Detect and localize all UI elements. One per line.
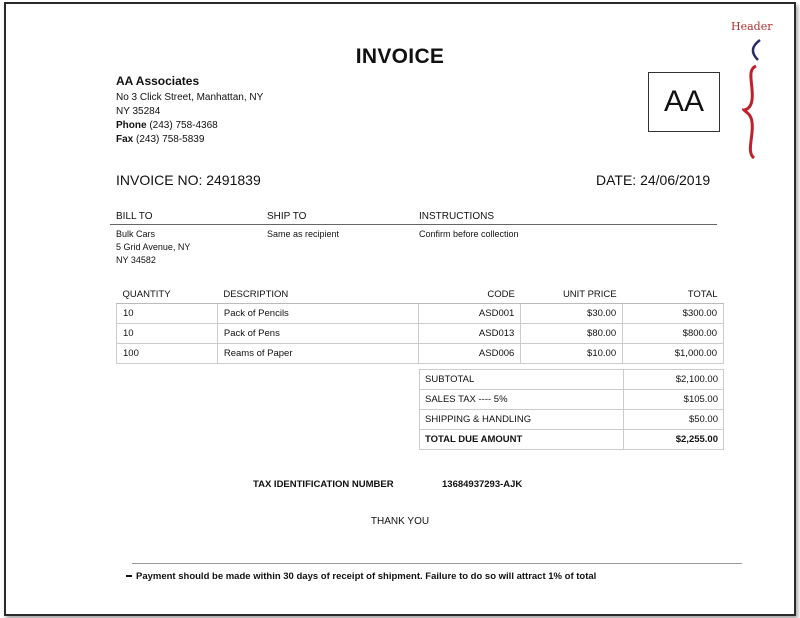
fax-label: Fax	[116, 134, 134, 145]
table-row	[117, 344, 724, 364]
ship-to-value: Same as recipient	[267, 229, 340, 239]
totals-table	[419, 369, 724, 450]
shipping-value: $50.00	[624, 410, 724, 430]
item-quantity: 10	[117, 324, 218, 344]
totals-row-shipping	[420, 410, 724, 430]
shipping-label: SHIPPING & HANDLING	[420, 410, 624, 430]
totals-row-sales-tax	[420, 390, 724, 410]
items-header-row	[117, 285, 724, 304]
item-unit-price: $10.00	[521, 344, 623, 364]
subtotal-label: SUBTOTAL	[420, 370, 624, 390]
phone-label: Phone	[116, 120, 147, 131]
fax-value: (243) 758-5839	[136, 134, 205, 145]
company-address-line1: No 3 Click Street, Manhattan, NY	[116, 92, 264, 103]
totals-row-subtotal	[420, 370, 724, 390]
item-description: Pack of Pencils	[217, 304, 419, 324]
invoice-date: DATE: 24/06/2019	[596, 172, 711, 188]
sales-tax-value: $105.00	[624, 390, 724, 410]
company-logo: AA	[648, 72, 720, 132]
header-annotation-label: Header	[731, 20, 773, 33]
total-due-label: TOTAL DUE AMOUNT	[420, 430, 624, 450]
col-unit-price: UNIT PRICE	[521, 285, 623, 304]
phone-value: (243) 758-4368	[149, 120, 218, 131]
thank-you: THANK YOU	[370, 516, 430, 527]
item-unit-price: $30.00	[521, 304, 623, 324]
footer-divider	[132, 563, 742, 564]
item-code: ASD006	[419, 344, 521, 364]
item-code: ASD001	[419, 304, 521, 324]
item-total: $1,000.00	[623, 344, 724, 364]
payment-note-text: Payment should be made within 30 days of receipt of shipment. Failure to do so will attract 1% of total	[136, 571, 597, 582]
item-quantity: 100	[117, 344, 218, 364]
invoice-title: INVOICE	[355, 45, 445, 68]
company-phone	[116, 120, 218, 131]
payment-note	[126, 571, 596, 582]
instructions-value: Confirm before collection	[419, 229, 519, 239]
section-divider	[110, 224, 717, 225]
item-description: Reams of Paper	[217, 344, 419, 364]
item-unit-price: $80.00	[521, 324, 623, 344]
table-row	[117, 324, 724, 344]
item-code: ASD013	[419, 324, 521, 344]
company-fax	[116, 134, 204, 145]
col-description: DESCRIPTION	[217, 285, 419, 304]
col-quantity: QUANTITY	[117, 285, 218, 304]
company-address-line2: NY 35284	[116, 106, 161, 117]
bill-to-label: BILL TO	[116, 211, 153, 222]
subtotal-value: $2,100.00	[624, 370, 724, 390]
col-total: TOTAL	[623, 285, 724, 304]
bill-to-line1: Bulk Cars	[116, 229, 156, 239]
total-due-value: $2,255.00	[624, 430, 724, 450]
sales-tax-label: SALES TAX ---- 5%	[420, 390, 624, 410]
col-code: CODE	[419, 285, 521, 304]
item-total: $300.00	[623, 304, 724, 324]
item-quantity: 10	[117, 304, 218, 324]
tax-id-value: 13684937293-AJK	[442, 479, 523, 490]
totals-row-total-due	[420, 430, 724, 450]
bullet-icon	[126, 575, 132, 577]
items-table	[116, 285, 724, 364]
item-total: $800.00	[623, 324, 724, 344]
ship-to-label: SHIP TO	[267, 211, 307, 222]
company-name: AA Associates	[116, 74, 200, 88]
bill-to-line2: 5 Grid Avenue, NY	[116, 242, 191, 252]
instructions-label: INSTRUCTIONS	[419, 211, 494, 222]
item-description: Pack of Pens	[217, 324, 419, 344]
table-row	[117, 304, 724, 324]
tax-id-label: TAX IDENTIFICATION NUMBER	[253, 479, 394, 490]
invoice-number: INVOICE NO: 2491839	[116, 172, 261, 188]
bill-to-line3: NY 34582	[116, 255, 156, 265]
